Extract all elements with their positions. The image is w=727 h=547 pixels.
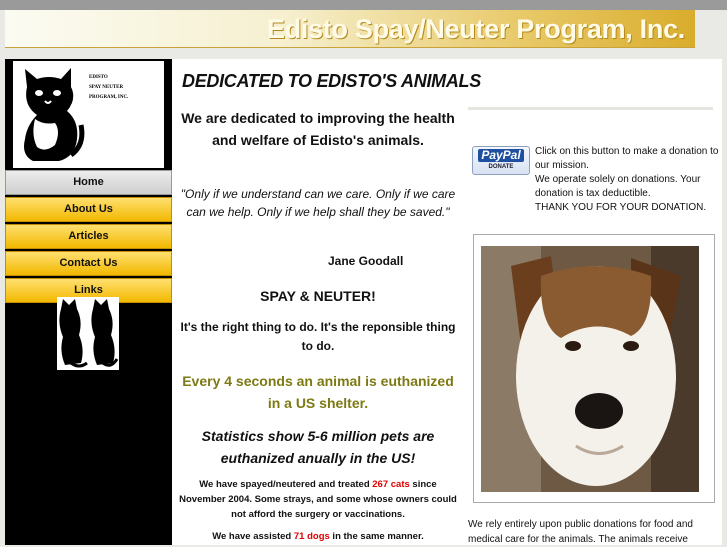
paypal-donate-icon: PayPal	[478, 149, 524, 162]
dogs-count: 71 dogs	[293, 531, 330, 542]
statistics-text: Statistics show 5-6 million pets are euthanized anually in the US!	[201, 428, 435, 466]
cats-count: 267 cats	[372, 479, 410, 490]
donate-info	[535, 145, 720, 215]
donate-label: DONATE	[488, 164, 514, 170]
top-bar	[0, 0, 727, 10]
dogs-pre: We have assisted	[212, 531, 294, 542]
right-thing-text: It's the right thing to do. It's the reponsible thing to do.	[180, 320, 456, 353]
sidebar	[5, 59, 172, 545]
spayed-pre: We have spayed/neutered and treated	[199, 479, 373, 490]
dog-image	[481, 246, 699, 492]
site-header	[5, 10, 695, 48]
paypal-donate-button[interactable]	[472, 146, 530, 175]
two-cats-image	[57, 297, 119, 370]
donate-line: We operate solely on donations. Your donation is tax deductible.	[535, 174, 701, 199]
cat-logo-icon	[15, 65, 87, 165]
spayed-post: since November 2004. Some strays, and some whose owners could not afford the surgery or vaccinations.	[179, 479, 457, 520]
sidebar-nav	[5, 170, 172, 305]
every-4-seconds-text: Every 4 seconds an animal is euthanized in a US shelter.	[182, 373, 454, 411]
nav-item-about-us[interactable]: About Us	[5, 197, 172, 222]
nav-item-contact-us[interactable]: Contact Us	[5, 251, 172, 276]
intro-text: We are dedicated to improving the health and welfare of Edisto's animals.	[181, 110, 455, 148]
dogs-post: in the same manner.	[329, 531, 424, 542]
nav-item-links[interactable]: Links	[5, 278, 172, 303]
bottom-text: We rely entirely upon public donations for food and medical care for the animals. The animals receive	[468, 519, 693, 545]
donate-line: THANK YOU FOR YOUR DONATION.	[535, 202, 707, 213]
logo-line: SPAY NEUTER	[89, 85, 124, 90]
quote-author: Jane Goodall	[328, 254, 404, 268]
spayed-count-text	[178, 477, 458, 522]
divider	[468, 107, 713, 110]
quote-text: "Only if we understand can we care. Only if we care can we help. Only if we help shall they be saved."	[180, 187, 456, 219]
spay-heading: SPAY & NEUTER!	[260, 288, 376, 304]
nav-item-home[interactable]: Home	[5, 170, 172, 195]
dogs-count-text	[178, 531, 458, 542]
site-title[interactable]: Edisto Spay/Neuter Program, Inc.	[266, 14, 685, 44]
logo-text	[89, 73, 128, 103]
nav-item-articles[interactable]: Articles	[5, 224, 172, 249]
logo-line: EDISTO	[89, 75, 108, 80]
page-title: DEDICATED TO EDISTO'S ANIMALS	[182, 71, 481, 91]
dog-photo	[473, 234, 715, 503]
main-content	[172, 59, 722, 545]
logo[interactable]	[13, 61, 164, 168]
logo-line: PROGRAM, INC.	[89, 95, 129, 100]
two-cats-icon	[57, 297, 119, 370]
donate-line: Click on this button to make a donation to our mission.	[535, 146, 719, 171]
